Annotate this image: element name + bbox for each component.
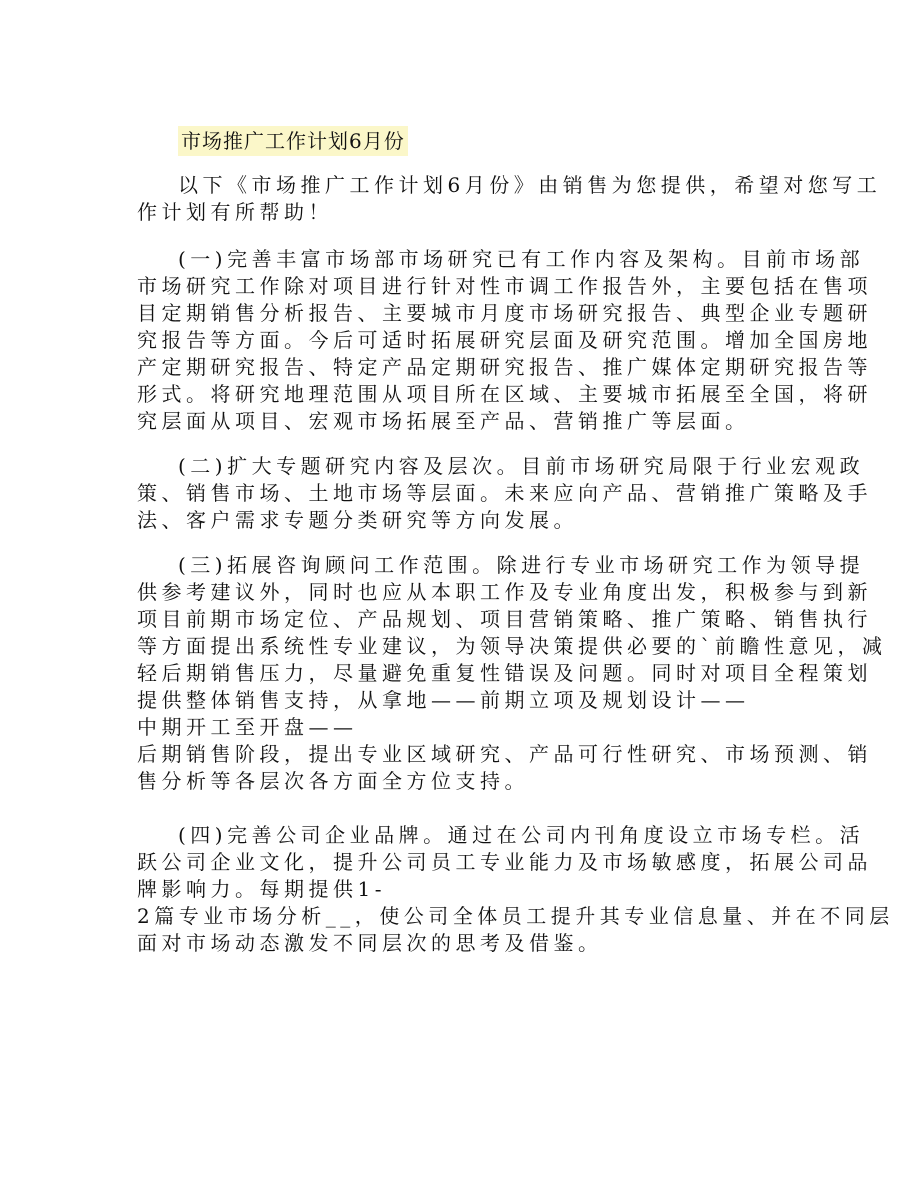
text-line: 究层面从项目、宏观市场拓展至产品、营销推广等层面。 [137,409,750,433]
text-line: 面对市场动态激发不同层次的思考及借鉴。 [137,931,603,955]
paragraph-intro [137,172,882,226]
text-line: (一)完善丰富市场部市场研究已有工作内容及架构。目前市场部 [178,247,865,271]
text-line: 策、销售市场、土地市场等层面。未来应向产品、营销推广策略及手 [137,481,872,505]
text-line: 究报告等方面。今后可适时拓展研究层面及研究范围。增加全国房地 [137,328,872,352]
text-line: 轻后期销售压力，尽量避免重复性错误及问题。同时对项目全程策划 [137,661,872,685]
text-line: 跃公司企业文化，提升公司员工专业能力及市场敏感度，拓展公司品 [137,850,872,874]
text-line: (四)完善公司企业品牌。通过在公司内刊角度设立市场专栏。活 [178,823,865,847]
text-line: 中期开工至开盘—— [137,715,358,739]
text-line: (二)扩大专题研究内容及层次。目前市场研究局限于行业宏观政 [178,454,865,478]
text-line: (三)拓展咨询顾问工作范围。除进行专业市场研究工作为领导提 [178,553,865,577]
text-line: 作计划有所帮助！ [137,200,333,224]
text-line: 后期销售阶段，提出专业区域研究、产品可行性研究、市场预测、销 [137,742,872,766]
text-line: 产定期研究报告、特定产品定期研究报告、推广媒体定期研究报告等 [137,355,872,379]
text-line: 等方面提出系统性专业建议，为领导决策提供必要的`前瞻性意见，减 [137,634,887,658]
text-line: 法、客户需求专题分类研究等方向发展。 [137,508,578,532]
text-line: 以下《市场推广工作计划6月份》由销售为您提供，希望对您写工 [178,173,882,197]
text-line: 提供整体销售支持，从拿地——前期立项及规划设计—— [137,688,750,712]
text-line: 供参考建议外，同时也应从本职工作及专业角度出发，积极参与到新 [137,580,872,604]
text-line: 牌影响力。每期提供1- [137,877,386,901]
document-title: 市场推广工作计划6月份 [178,126,408,156]
text-line: 目定期销售分析报告、主要城市月度市场研究报告、典型企业专题研 [137,301,872,325]
paragraph-section-4 [137,822,894,957]
paragraph-section-1 [137,246,872,435]
text-line: 2篇专业市场分析__，使公司全体员工提升其专业信息量、并在不同层 [137,904,894,928]
text-line: 市场研究工作除对项目进行针对性市调工作报告外，主要包括在售项 [137,274,872,298]
paragraph-section-3 [137,552,887,795]
paragraph-section-2 [137,453,872,534]
text-line: 售分析等各层次各方面全方位支持。 [137,769,529,793]
text-line: 形式。将研究地理范围从项目所在区域、主要城市拓展至全国，将研 [137,382,872,406]
text-line: 项目前期市场定位、产品规划、项目营销策略、推广策略、销售执行 [137,607,872,631]
